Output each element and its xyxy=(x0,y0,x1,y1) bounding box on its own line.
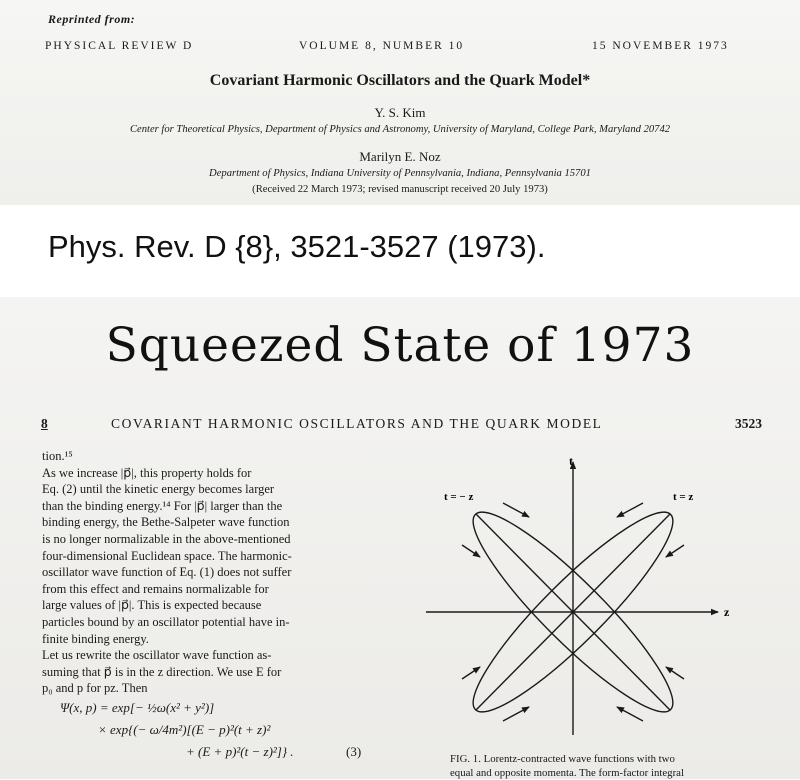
equation-line-2: × exp{(− ω/4m²)[(E − p)²(t + z)² xyxy=(98,722,271,737)
page-number: 3523 xyxy=(735,416,762,431)
label-t-z: t = z xyxy=(673,491,694,503)
affiliation-maryland: Center for Theoretical Physics, Department of Physics and Astronomy, University of Maryland, College Park, Maryland 20742 xyxy=(129,124,671,135)
caption-line: FIG. 1. Lorentz-contracted wave functions with two xyxy=(450,753,675,765)
body-line: p₀ and p for pᴢ. Then xyxy=(42,681,148,696)
body-line: is no longer normalizable in the above-mentioned xyxy=(42,531,291,546)
citation-text: Phys. Rev. D {8}, 3521-3527 (1973). xyxy=(48,229,546,264)
volume-info: VOLUME 8, NUMBER 10 xyxy=(299,40,465,52)
label-t-minus-z: t = − z xyxy=(444,491,474,503)
body-line: Let us rewrite the oscillator wave function as- xyxy=(42,648,272,663)
squeeze-arrow xyxy=(503,503,529,517)
body-line: suming that p⃗ is in the z direction. We use E for xyxy=(42,664,282,679)
body-line: from this effect and remains normalizable for xyxy=(42,581,269,596)
issue-date: 15 NOVEMBER 1973 xyxy=(592,40,729,52)
author-kim: Y. S. Kim xyxy=(374,105,426,120)
body-line: large values of |p⃗|. This is expected because xyxy=(42,598,262,613)
body-line: than the binding energy.¹⁴ For |p⃗| larger than the xyxy=(42,498,283,513)
body-line: four-dimensional Euclidean space. The harmonic- xyxy=(42,548,292,563)
running-title: COVARIANT HARMONIC OSCILLATORS AND THE QUARK MODEL xyxy=(111,416,603,431)
reprinted-note: Reprinted from: xyxy=(48,12,136,26)
affiliation-iup: Department of Physics, Indiana University of Pennsylvania, Indiana, Pennsylvania 15701 xyxy=(209,168,591,179)
squeeze-arrow xyxy=(617,503,643,517)
body-line: oscillator wave function of Eq. (1) does not suffer xyxy=(42,565,292,580)
squeeze-arrow xyxy=(666,545,684,557)
equation-number: (3) xyxy=(346,744,362,759)
squeeze-arrow xyxy=(617,707,643,721)
body-line: finite binding energy. xyxy=(42,631,149,646)
author-noz: Marilyn E. Noz xyxy=(359,149,441,164)
body-line: Eq. (2) until the kinetic energy becomes larger xyxy=(42,482,275,497)
paper-title: Covariant Harmonic Oscillators and the Quark Model* xyxy=(209,72,591,89)
caption-line: equal and opposite momenta. The form-factor integral xyxy=(450,767,684,779)
figure-caption xyxy=(450,752,780,780)
squeeze-arrow xyxy=(503,707,529,721)
equation-line-1: Ψ(x, p) = exp[− ½ω(x² + y²)] xyxy=(60,700,215,715)
body-line: binding energy, the Bethe-Salpeter wave function xyxy=(42,515,290,530)
journal-name: PHYSICAL REVIEW D xyxy=(45,40,194,52)
body-line: As we increase |p⃗|, this property holds for xyxy=(42,465,252,480)
axis-label-z: z xyxy=(724,605,730,619)
section-number: 8 xyxy=(41,416,48,431)
squeeze-arrow xyxy=(666,667,684,679)
received-dates: (Received 22 March 1973; revised manuscript received 20 July 1973) xyxy=(252,184,548,195)
body-line: tion.¹⁵ xyxy=(42,449,73,463)
axis-label-t: t xyxy=(569,454,573,468)
banner-title: Squeezed State of 1973 xyxy=(105,318,695,373)
equation-line-3: + (E + p)²(t − z)²]} . xyxy=(186,744,294,759)
squeeze-arrow xyxy=(462,667,480,679)
squeeze-arrow xyxy=(462,545,480,557)
body-line: particles bound by an oscillator potential have in- xyxy=(42,614,290,629)
